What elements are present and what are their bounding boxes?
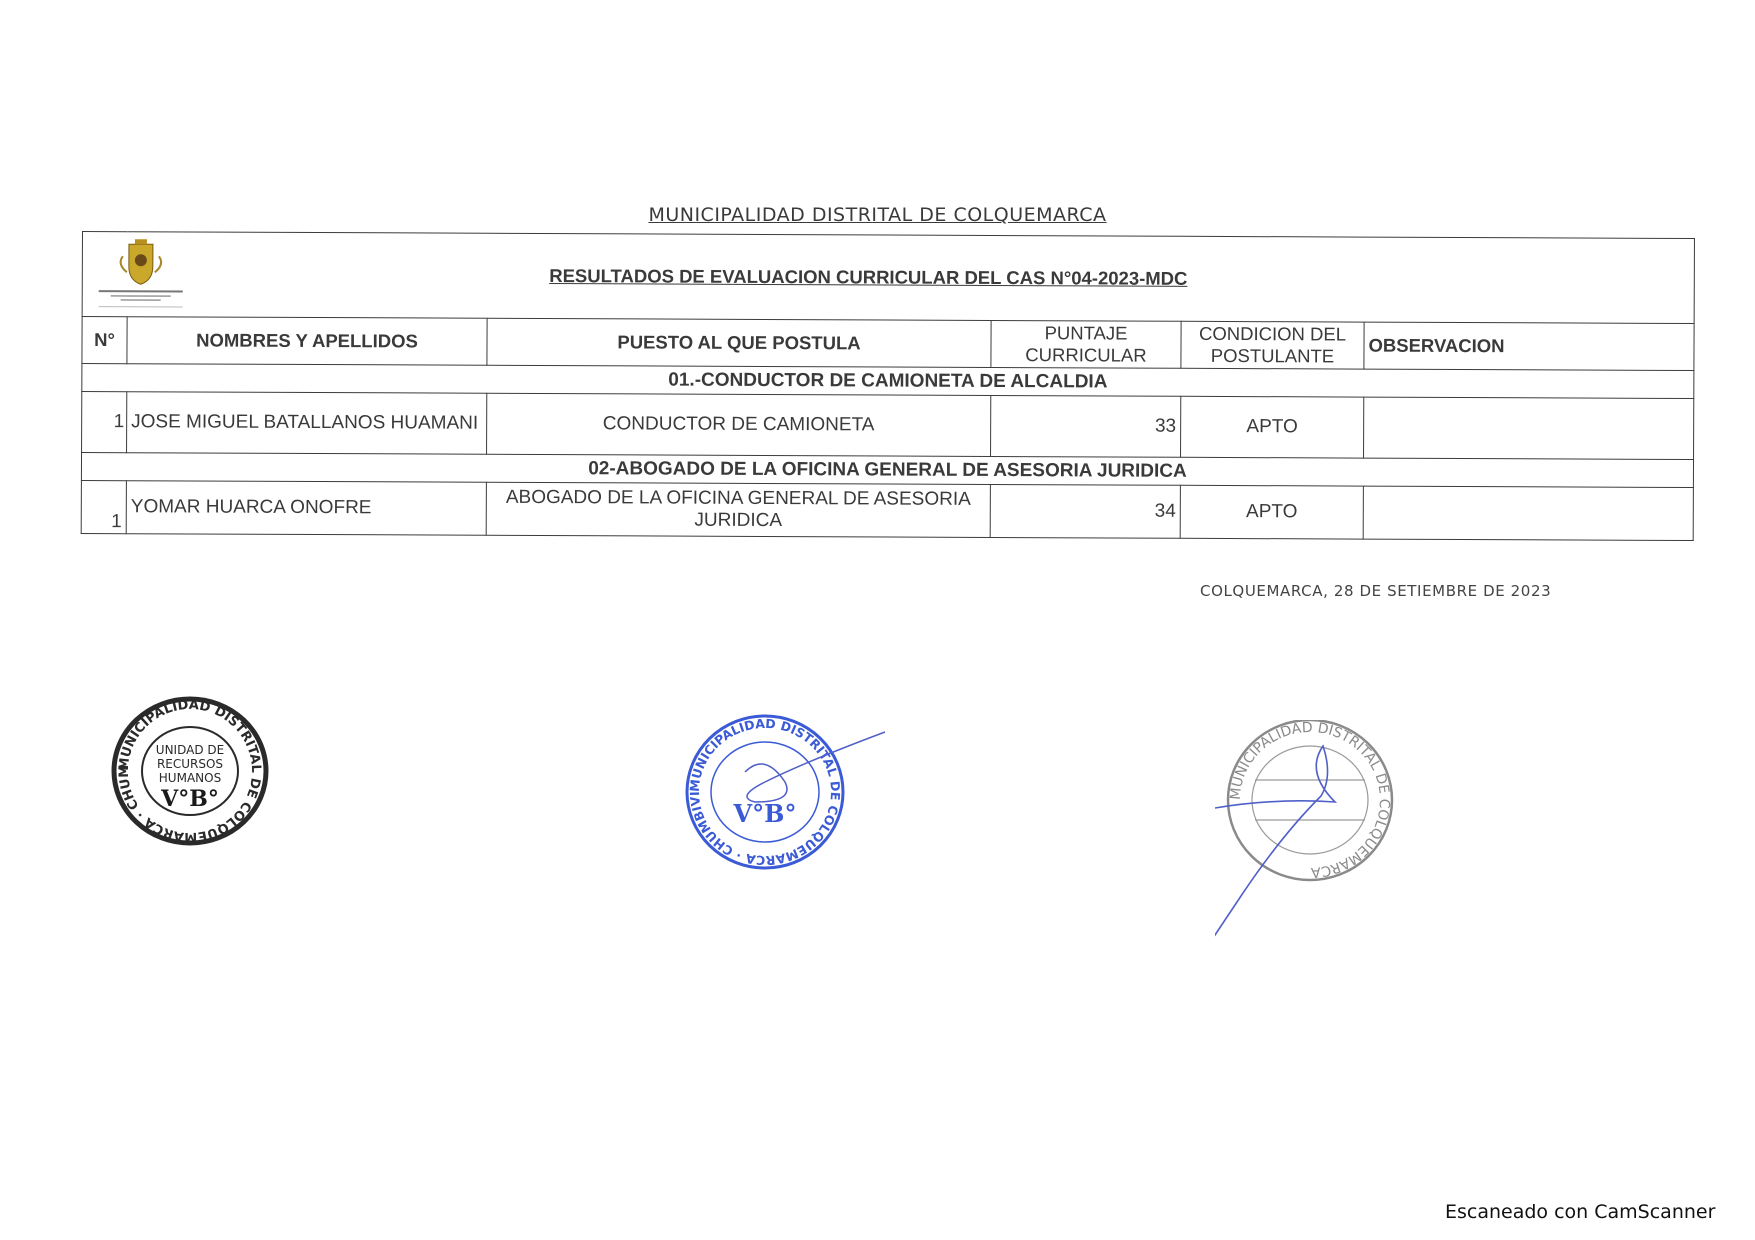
date-line: COLQUEMARCA, 28 DE SETIEMBRE DE 2023: [1200, 582, 1552, 600]
banner-row: [82, 232, 1694, 324]
cell-position: CONDUCTOR DE CAMIONETA: [487, 393, 991, 456]
col-header-observation: OBSERVACION: [1364, 322, 1694, 370]
table-header-row: [82, 317, 1694, 371]
cell-score: 33: [991, 395, 1181, 457]
cell-num: 1: [81, 480, 126, 533]
hr-stamp-line1: UNIDAD DE: [155, 743, 225, 757]
hr-stamp-ring-text: MUNICIPALIDAD DISTRITAL DE COLQUEMARCA · CHUM: [116, 697, 264, 845]
col-header-score-line1: PUNTAJE: [1044, 322, 1128, 344]
hr-stamp-line2: RECURSOS: [156, 757, 224, 771]
cell-position-line1: ABOGADO DE LA OFICINA GENERAL DE ASESORIA: [505, 486, 971, 510]
col-header-position: PUESTO AL QUE POSTULA: [487, 318, 991, 367]
cell-observation: [1363, 486, 1693, 540]
cell-condition: APTO: [1180, 485, 1363, 539]
municipality-blue-stamp: [685, 702, 915, 887]
blue-stamp-ring-text: MUNICIPALIDAD DISTRITAL DE COLQUEMARCA · CHUMBIVI: [686, 715, 844, 869]
organization-title: MUNICIPALIDAD DISTRITAL DE COLQUEMARCA: [648, 204, 1107, 226]
hr-stamp-line3: HUMANOS: [158, 771, 222, 785]
banner-cell: [82, 232, 1694, 324]
blue-stamp-vb: V°B°: [733, 799, 797, 828]
col-header-condition-line2: POSTULANTE: [1210, 344, 1335, 367]
cell-name: JOSE MIGUEL BATALLANOS HUAMANI: [127, 392, 487, 455]
cell-position-line2: JURIDICA: [694, 509, 783, 532]
svg-text:MUNICIPALIDAD DISTRITAL DE COL: [685, 702, 843, 868]
col-header-score-line2: CURRICULAR: [1025, 344, 1147, 366]
table-row: [81, 480, 1693, 540]
hr-stamp-vb: V°B°: [161, 786, 219, 812]
section-title: 01.-CONDUCTOR DE CAMIONETA DE ALCALDIA: [82, 364, 1694, 399]
municipality-gray-stamp: [1215, 720, 1415, 975]
cell-observation: [1364, 397, 1694, 459]
cell-position: [486, 482, 990, 537]
scanner-footer-note: Escaneado con CamScanner: [1445, 1201, 1716, 1223]
section-title: 02-ABOGADO DE LA OFICINA GENERAL DE ASESORIA JURIDICA: [81, 453, 1693, 488]
table-row: [82, 392, 1694, 460]
document-title: RESULTADOS DE EVALUACION CURRICULAR DEL CAS N°04-2023-MDC: [549, 265, 1188, 289]
cell-num: 1: [82, 392, 127, 453]
results-table: [81, 231, 1695, 541]
col-header-score: [991, 320, 1181, 368]
col-header-condition-line1: CONDICION DEL: [1199, 322, 1347, 345]
cell-score: 34: [990, 484, 1180, 538]
col-header-names: NOMBRES Y APELLIDOS: [127, 317, 487, 366]
hr-stamp: [110, 696, 270, 851]
col-header-num: N°: [82, 317, 127, 364]
col-header-condition: [1181, 321, 1364, 369]
municipality-logo: [91, 236, 191, 310]
gray-stamp-ring-text: MUNICIPALIDAD DISTRITAL DE COLQUEMARCA: [1227, 720, 1393, 881]
cell-name: YOMAR HUARCA ONOFRE: [126, 481, 486, 536]
cell-condition: APTO: [1181, 396, 1364, 458]
